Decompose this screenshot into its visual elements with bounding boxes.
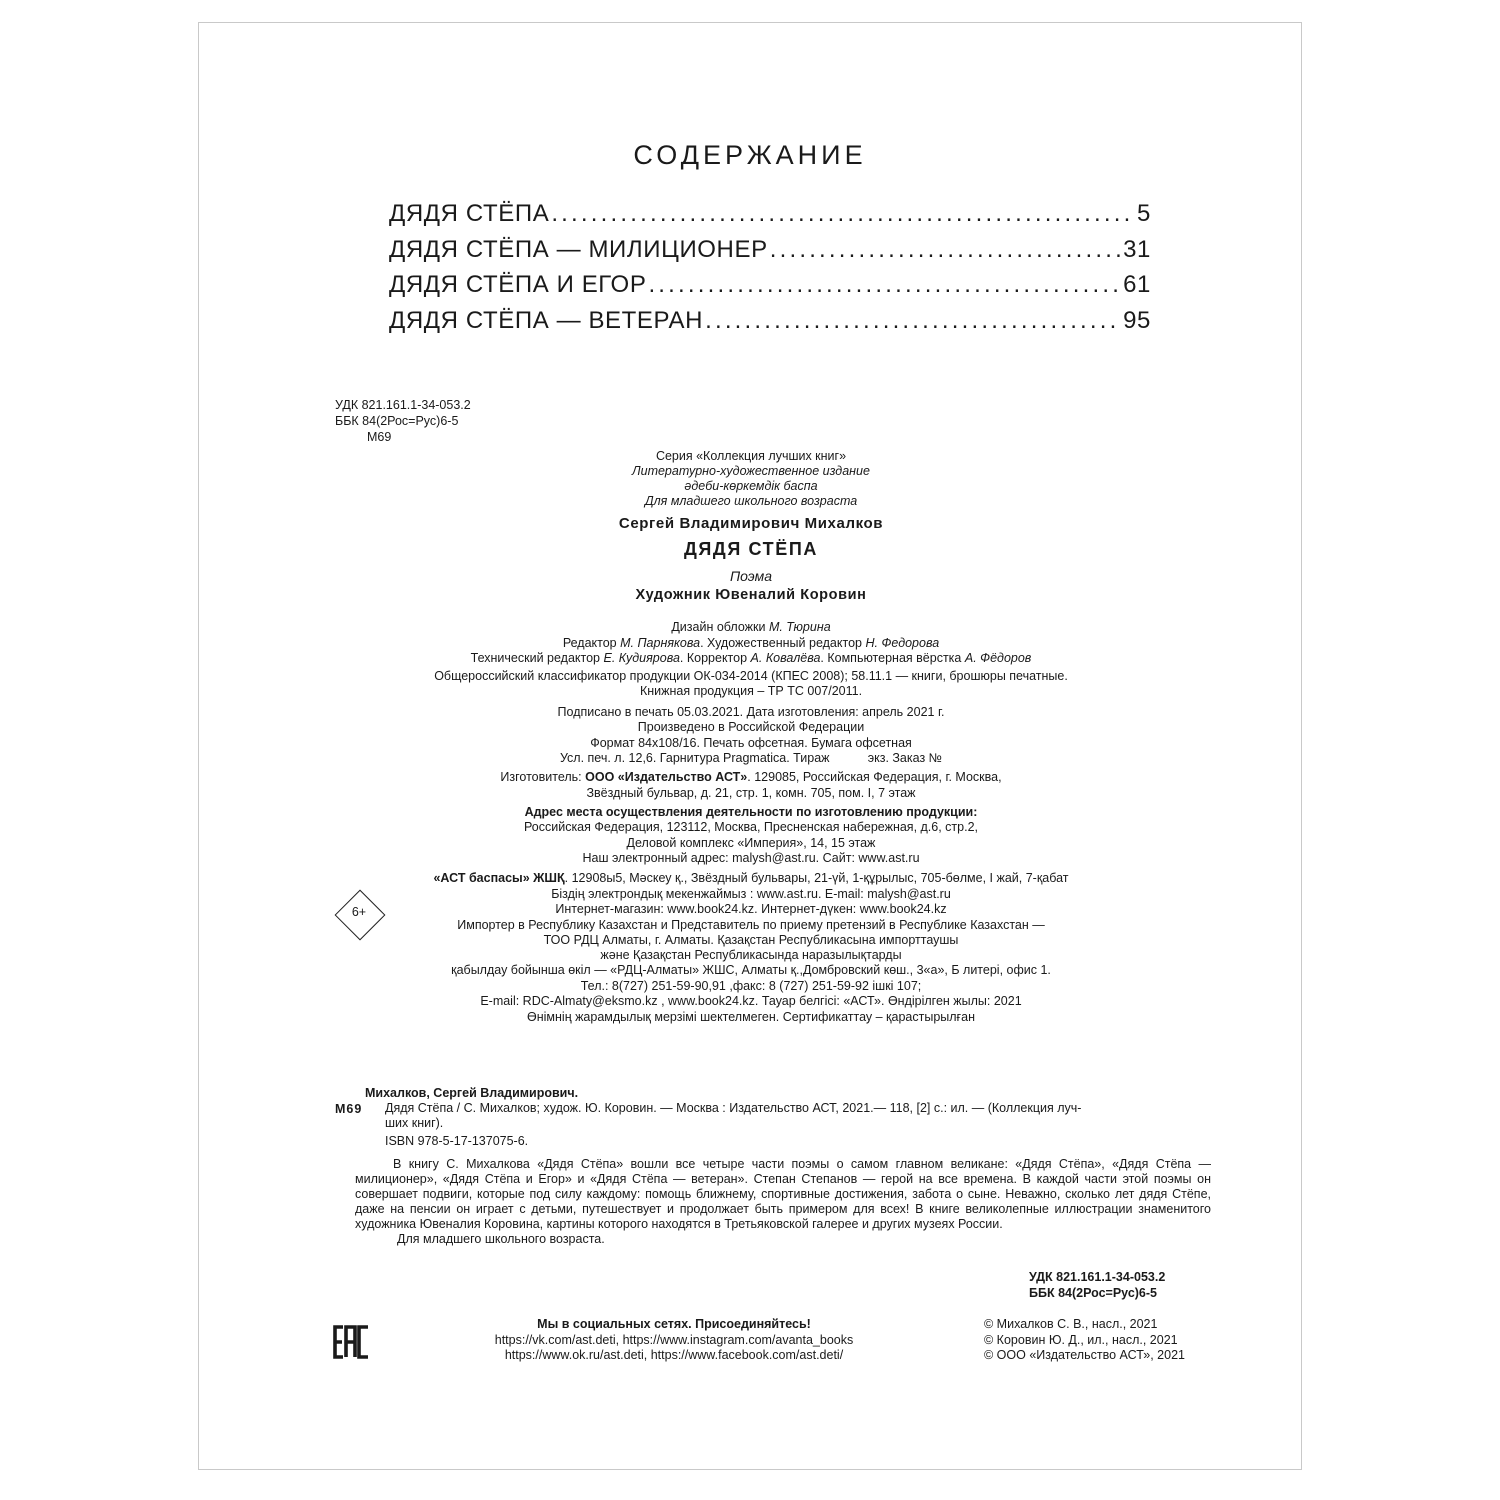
toc-item-page: 31 <box>1123 235 1151 263</box>
production-heading: Адрес места осуществления деятельности по изготовлению продукции: <box>524 805 978 819</box>
corrector-label: . Корректор <box>679 651 748 665</box>
social-links <box>449 1317 899 1364</box>
copyright-line: © ООО «Издательство АСТ», 2021 <box>984 1348 1185 1362</box>
series-line: Серия «Коллекция лучших книг» <box>655 449 847 463</box>
tech-editor-name: Е. Кудиярова <box>603 651 680 665</box>
kz-email-line-2: E-mail: RDC-Almaty@eksmo.kz , www.book24.kz. Тауар белгісі: «АСТ». Өндірілген жылы: 2021 <box>480 994 1022 1008</box>
email-site-line: Наш электронный адрес: malysh@ast.ru. Сайт: www.ast.ru <box>582 851 920 865</box>
author-mark: М69 <box>367 430 392 444</box>
toc-item-page: 5 <box>1137 200 1151 227</box>
bibliographic-record <box>335 1086 1211 1247</box>
corrector-name: А. Ковалёва <box>750 651 821 665</box>
copyright-line: © Коровин Ю. Д., ил., насл., 2021 <box>984 1332 1178 1347</box>
toc-leader-dots <box>770 236 1121 264</box>
art-editor-label: . Художественный редактор <box>700 636 862 650</box>
toc-item-label: ДЯДЯ СТЁПА И ЕГОР <box>389 271 647 298</box>
udk-code: УДК 821.161.1-34-053.2 <box>335 398 471 412</box>
biblio-description <box>335 1101 1211 1131</box>
made-in-line: Произведено в Российской Федерации <box>637 720 865 734</box>
editors-line <box>199 636 1303 652</box>
edition-type-ru: Литературно-художественное издание <box>632 464 870 478</box>
importer-line-4: қабылдау бойынша өкіл — «РДЦ-Алматы» ЖШС, Алматы қ.,Домбровский көш., 3«а», Б литері, офис 1. <box>451 963 1051 977</box>
age-rating-label: 6+ <box>351 905 367 919</box>
toc-item-label: ДЯДЯ СТЁПА — ВЕТЕРАН <box>389 306 704 334</box>
cover-design-label: Дизайн обложки <box>671 620 766 634</box>
toc-item-label: ДЯДЯ СТЁПА — МИЛИЦИОНЕР <box>389 235 768 263</box>
maker-name: ООО «Издательство АСТ» <box>585 770 748 784</box>
copyright-block <box>984 1317 1185 1364</box>
importer-line-3: және Қазақстан Республикасында наразылықтарды <box>600 948 902 962</box>
kz-shop-line: Интернет-магазин: www.book24.kz. Интернет-дүкен: www.book24.kz <box>555 902 947 916</box>
toc-item[interactable] <box>389 200 1151 236</box>
maker-label: Изготовитель: <box>500 770 582 784</box>
editor-name: М. Парнякова <box>620 636 701 650</box>
art-editor-name: Н. Федорова <box>865 636 940 650</box>
kz-publisher-name: «АСТ баспасы» ЖШҚ <box>433 871 565 885</box>
author-name: Сергей Владимирович Михалков <box>618 515 884 532</box>
toc-title: СОДЕРЖАНИЕ <box>633 140 867 170</box>
maker-address-2: Звёздный бульвар, д. 21, стр. 1, комн. 705, пом. I, 7 этаж <box>586 786 916 800</box>
biblio-isbn: ISBN 978-5-17-137075-6. <box>385 1134 529 1148</box>
social-links-line-1[interactable]: https://vk.com/ast.deti, https://www.instagram.com/avanta_books <box>494 1332 854 1347</box>
importer-line-2: ТОО РДЦ Алматы, г. Алматы. Қазақстан Республикасына импорттаушы <box>543 933 959 947</box>
social-links-line-2[interactable]: https://www.ok.ru/ast.deti, https://www.facebook.com/ast.deti/ <box>504 1348 844 1362</box>
layout-name: А. Фёдоров <box>964 651 1032 665</box>
book-page <box>198 22 1302 1470</box>
bottom-classification-codes <box>1029 1270 1165 1301</box>
audience-line: Для младшего школьного возраста <box>644 494 858 508</box>
kz-email-line: Біздің электрондық мекенжаймыз : www.ast.ru. E-mail: malysh@ast.ru <box>551 887 951 901</box>
toc-item[interactable] <box>389 236 1151 272</box>
tech-editor-label: Технический редактор <box>470 651 601 665</box>
bottom-bbk: ББК 84(2Рос=Рус)6-5 <box>1029 1285 1157 1300</box>
eac-icon <box>333 1323 371 1361</box>
biblio-audience: Для младшего школьного возраста. <box>397 1232 605 1246</box>
toc-item-page: 95 <box>1123 306 1151 334</box>
maker-address: . 129085, Российская Федерация, г. Москва, <box>747 770 1002 784</box>
tech-editors-line <box>199 651 1303 667</box>
okp-line-1: Общероссийский классификатор продукции ОК-034-2014 (КПЕС 2008); 58.11.1 — книги, брошюры печатные. <box>434 669 1068 683</box>
kz-publisher-line <box>199 871 1303 887</box>
toc-leader-dots <box>705 307 1121 335</box>
layout-label: . Компьютерная вёрстка <box>820 651 962 665</box>
kz-publisher-address: . 12908ы5, Мәскеу қ., Звёздный бульвары, 21-үй, 1-құрылыс, 705-бөлме, I жай, 7-қабат <box>564 871 1069 885</box>
social-heading: Мы в социальных сетях. Присоединяйтесь! <box>537 1317 811 1331</box>
cover-design-name: М. Тюрина <box>768 620 831 634</box>
toc-item[interactable] <box>389 271 1151 307</box>
toc-item-page: 61 <box>1123 271 1151 298</box>
signed-line: Подписано в печать 05.03.2021. Дата изготовления: апрель 2021 г. <box>557 705 945 719</box>
genre-line: Поэма <box>729 568 773 584</box>
copyright-line: © Михалков С. В., насл., 2021 <box>984 1317 1158 1331</box>
importer-line-1: Импортер в Республику Казахстан и Представитель по приему претензий в Республике Казахстан — <box>457 918 1045 932</box>
table-of-contents <box>389 200 1151 342</box>
bbk-code: ББК 84(2Рос=Рус)6-5 <box>335 414 459 428</box>
illustrator-line: Художник Ювеналий Коровин <box>635 587 867 603</box>
toc-leader-dots <box>648 271 1121 299</box>
production-line-2: Деловой комплекс «Империя», 14, 15 этаж <box>626 836 876 850</box>
cover-design-line <box>199 620 1303 636</box>
phone-line: Тел.: 8(727) 251-59-90,91 ,факс: 8 (727) 251-59-92 ішкі 107; <box>580 979 922 993</box>
toc-item[interactable] <box>389 307 1151 343</box>
maker-line <box>199 770 1303 786</box>
biblio-description-line-1: Дядя Стёпа / С. Михалков; худож. Ю. Коровин. — Москва : Издательство АСТ, 2021.— 118, [2] с.: ил. — (Коллекция луч- <box>385 1101 1082 1115</box>
edition-type-kz: әдеби-көркемдік баспа <box>684 479 818 493</box>
biblio-description-line-2: ших книг). <box>385 1116 444 1130</box>
bottom-udk: УДК 821.161.1-34-053.2 <box>1029 1270 1166 1284</box>
editor-label: Редактор <box>562 636 617 650</box>
biblio-author-heading: Михалков, Сергей Владимирович. <box>365 1086 579 1100</box>
classification-codes <box>335 397 471 445</box>
toc-item-label: ДЯДЯ СТЁПА <box>389 200 550 227</box>
book-title: ДЯДЯ СТЁПА <box>683 539 819 559</box>
toc-leader-dots <box>551 200 1135 228</box>
okp-line-2: Книжная продукция – ТР ТС 007/2011. <box>639 684 863 698</box>
validity-line: Өнімнің жарамдылық мерзімі шектелмеген. Сертификаттау – қарастырылған <box>527 1010 975 1024</box>
biblio-annotation: В книгу С. Михалкова «Дядя Стёпа» вошли все четыре части поэмы о самом главном великане: «Дядя Стёпа», «Дядя Стёпа — милиционер», «Дядя Стёпа и Егор» и «Дядя Стёпа — ветеран». Степан Степанов — герой на все времена. В каждой части этой поэмы он совершает подвиги, которые под силу каждому: помощь ближнему, спортивные достижения, забота о сыне. Неважно, сколько лет дядя Стёпе, даже на пенсии он играет с детьми, путешествует и продолжает быть примером для всех! В книге великолепные иллюстрации знаменитого художника Ювеналия Коровина, картины которого находятся в Третьяковской галерее и других музеях России. <box>355 1157 1211 1231</box>
biblio-mark: М69 <box>335 1102 363 1116</box>
production-line-1: Российская Федерация, 123112, Москва, Пресненская набережная, д.6, стр.2, <box>523 820 979 834</box>
format-line: Формат 84x108/16. Печать офсетная. Бумага офсетная <box>590 736 912 750</box>
print-sheets-line: Усл. печ. л. 12,6. Гарнитура Pragmatica. Тираж экз. Заказ № <box>559 751 943 765</box>
